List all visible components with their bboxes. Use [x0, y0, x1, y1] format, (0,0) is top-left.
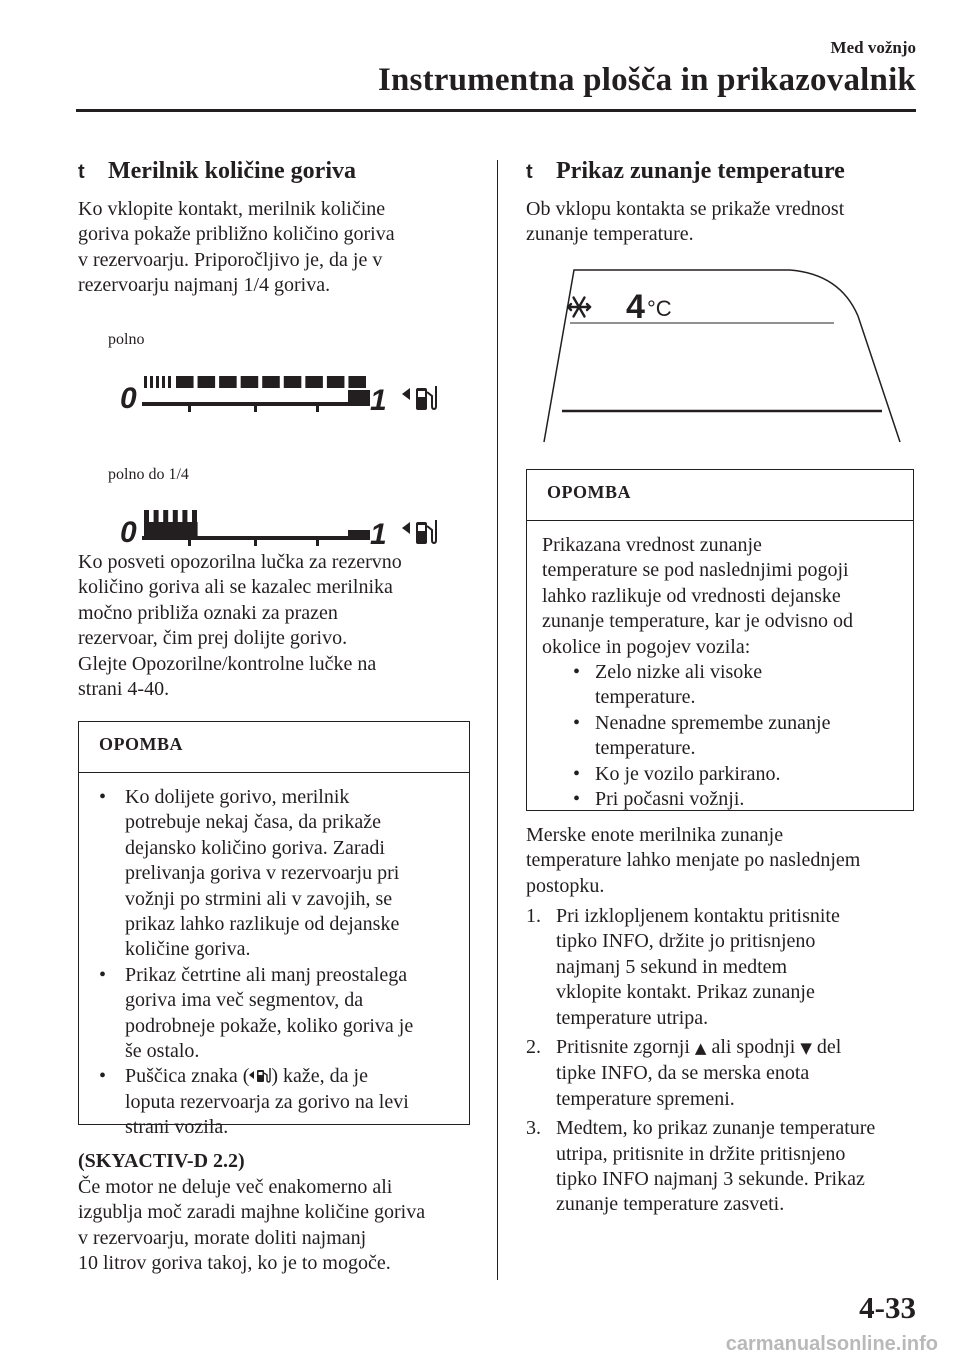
list-item: [573, 787, 913, 812]
display-frame: [544, 270, 900, 442]
gauge-full-segment: [348, 530, 370, 538]
gauge-segment: [168, 376, 171, 388]
temperature-heading-text: Prikaz zunanje temperature: [556, 158, 845, 184]
text-line: dejansko količino goriva. Zaradi: [125, 836, 385, 859]
gauge-segment: [198, 376, 216, 388]
skyactiv-subhead: (SKYACTIV-D 2.2): [78, 1150, 245, 1172]
gauge-segment: [192, 510, 197, 522]
text-line: tipke INFO, da se merska enota: [556, 1062, 810, 1085]
text-line: količino goriva ali se kazalec merilnika: [78, 576, 393, 599]
gauge-segment: [144, 376, 147, 388]
down-arrow-icon: ▼: [800, 1039, 812, 1058]
gauge-tick: [254, 406, 257, 412]
text-line: temperature se pod naslednjimi pogoji: [542, 559, 849, 582]
list-item: [99, 1064, 469, 1140]
bullet: •: [99, 1065, 107, 1088]
unit-change-steps: [526, 904, 926, 1222]
text-line: Če motor ne deluje več enakomerno ali: [78, 1176, 393, 1198]
text-line: prikaz lahko razlikuje od dejanske: [125, 913, 400, 936]
text-line: Medtem, ko prikaz zunanje temperature: [556, 1117, 876, 1140]
fuel-gauge-heading: [78, 158, 356, 185]
gauge-segments: [144, 510, 198, 536]
text-line: vožnji po strmini ali v zavojih, se: [125, 887, 393, 910]
snowflake-icon: [568, 298, 590, 317]
gauge-segment: [284, 376, 302, 388]
gauge-full-mark: 1: [370, 384, 387, 417]
text-line: lahko razlikuje od vrednosti dejanske: [542, 584, 841, 607]
fuel-gauge-intro: [78, 197, 478, 299]
text-line: strani 4-40.: [78, 678, 170, 701]
gauge-segment: [305, 376, 323, 388]
skyactiv-text: [78, 1175, 488, 1277]
gauge-baseline: [142, 536, 370, 540]
text-line: količine goriva.: [125, 938, 251, 961]
text-line: še ostalo.: [125, 1040, 200, 1063]
text-line: 10 litrov goriva takoj, ko je to mogoče.: [78, 1252, 391, 1275]
bullet: •: [573, 661, 581, 684]
gauge-empty-mark: 0: [120, 382, 137, 415]
note-title: OPOMBA: [99, 734, 183, 754]
gauge-tick: [316, 406, 319, 412]
gauge-segment: [150, 376, 153, 388]
temperature-value: 4: [626, 288, 645, 326]
outside-temperature-display: [540, 266, 904, 446]
page-number: 4-33: [859, 1290, 916, 1325]
gauge-segment: [348, 376, 366, 388]
text-fragment: ) kaže, da je: [271, 1065, 368, 1088]
text-line: strani vozila.: [125, 1116, 229, 1139]
text-line: zunanje temperature zasveti.: [556, 1193, 785, 1216]
gauge-segment: [144, 522, 198, 536]
watermark: carmanualsonline.info: [725, 1333, 938, 1355]
text-line: vklopite kontakt. Prikaz zunanje: [556, 981, 815, 1004]
temperature-note-box: [526, 469, 914, 811]
gauge-segment: [156, 376, 159, 388]
text-line: rezervoar, čim prej dolijte gorivo.: [78, 627, 348, 650]
text-line: tipko INFO najmanj 3 sekunde. Prikaz: [556, 1168, 865, 1191]
header-rule: [76, 109, 916, 112]
up-arrow-icon: ▲: [694, 1039, 707, 1058]
gauge-tick: [188, 540, 191, 546]
gauge-segment: [176, 376, 194, 388]
text-line: loputa rezervoarja za gorivo na levi: [125, 1090, 409, 1113]
text-line: Glejte Opozorilne/kontrolne lučke na: [78, 652, 377, 675]
temperature-intro: [526, 197, 926, 248]
text-line: utripa, pritisnite in držite pritisnjeno: [556, 1142, 846, 1165]
temperature-unit: °C: [647, 296, 672, 321]
gauge-tick: [254, 540, 257, 546]
text-fragment: ali spodnji: [711, 1036, 796, 1059]
text-line: Ko je vozilo parkirano.: [595, 762, 781, 785]
temperature-heading: [526, 158, 845, 185]
text-line: močno približa oznaki za prazen: [78, 601, 338, 624]
fuel-gauge-heading-text: Merilnik količine goriva: [108, 158, 356, 184]
running-header-section: Med vožnjo: [830, 38, 916, 57]
gauge-segment: [163, 510, 168, 522]
text-line: Pri počasni vožnji.: [595, 788, 745, 811]
text-line: Ob vklopu kontakta se prikaže vrednost: [526, 198, 845, 220]
fuel-pump-icon: [402, 386, 436, 410]
step-item: [526, 1116, 926, 1218]
bullet: •: [99, 786, 107, 808]
text-line: podrobneje pokaže, koliko goriva je: [125, 1014, 414, 1037]
text-line: temperature spremeni.: [556, 1087, 735, 1110]
text-line: zunanje temperature.: [526, 223, 694, 246]
gauge-segment: [241, 376, 259, 388]
step-number: 3.: [526, 1117, 541, 1140]
gauge-segment: [348, 390, 370, 404]
list-item: [573, 660, 913, 711]
section-bullet: t: [78, 161, 85, 183]
gauge-tick: [188, 406, 191, 412]
text-line: temperature lahko menjate po naslednjem: [526, 849, 861, 872]
gauge-empty-mark: 0: [120, 516, 137, 549]
text-line: Prikazana vrednost zunanje: [542, 534, 762, 556]
text-line: postopku.: [526, 874, 605, 897]
text-line: [125, 1064, 469, 1089]
text-line: Ko vklopite kontakt, merilnik količine: [78, 198, 386, 220]
section-bullet: t: [526, 161, 533, 183]
note-body: [527, 521, 913, 812]
bullet: •: [99, 963, 107, 986]
bullet: •: [573, 711, 581, 734]
text-line: temperature.: [595, 686, 696, 709]
text-fragment: del: [816, 1036, 842, 1059]
gauge-segment: [173, 510, 178, 522]
note-body: [79, 773, 469, 1141]
gauge-segment: [262, 376, 280, 388]
text-line: Ko dolijete gorivo, merilnik: [125, 786, 350, 808]
text-line: [556, 1035, 926, 1061]
fuel-gauge-quarter: [118, 506, 468, 554]
text-line: Ko posveti opozorilna lučka za rezervno: [78, 551, 402, 573]
bullet: •: [573, 788, 581, 811]
step-item: [526, 1035, 926, 1112]
gauge-quarter-label: polno do 1/4: [108, 466, 189, 483]
text-line: temperature.: [595, 737, 696, 760]
text-line: Zelo nizke ali visoke: [595, 661, 763, 684]
gauge-segment: [162, 376, 165, 388]
column-divider: [497, 160, 498, 1280]
text-line: prelivanja goriva v rezervoarju pri: [125, 862, 400, 885]
text-line: v rezervoarju. Priporočljivo je, da je v: [78, 248, 383, 271]
text-line: najmanj 5 sekund in medtem: [556, 955, 788, 978]
page-title: Instrumentna plošča in prikazovalnik: [377, 62, 916, 98]
text-line: rezervoarju najmanj 1/4 goriva.: [78, 274, 331, 297]
gauge-segment: [327, 376, 345, 388]
text-line: Prikaz četrtine ali manj preostalega: [125, 963, 408, 986]
text-line: v rezervoarju, morate doliti najmanj: [78, 1226, 367, 1249]
gauge-full-label: polno: [108, 331, 145, 348]
step-item: [526, 904, 926, 1031]
text-line: izgublja moč zaradi majhne količine goriva: [78, 1201, 426, 1224]
text-line: goriva pokaže približno količino goriva: [78, 223, 395, 246]
note-title: OPOMBA: [547, 482, 631, 502]
text-line: temperature utripa.: [556, 1006, 709, 1029]
fuel-note-box: [78, 721, 470, 1139]
list-item: [99, 785, 469, 963]
text-line: Pri izklopljenem kontaktu pritisnite: [556, 905, 840, 927]
gauge-segment: [154, 510, 159, 522]
gauge-baseline: [142, 402, 370, 406]
fuel-pump-icon: [249, 1066, 271, 1084]
gauge-segment: [219, 376, 237, 388]
text-line: Nenadne spremembe zunanje: [595, 711, 831, 734]
fuel-gauge-full: [118, 372, 468, 420]
list-item: [99, 963, 469, 1065]
gauge-full-mark: 1: [370, 518, 387, 551]
text-line: zunanje temperature, kar je odvisno od: [542, 610, 853, 633]
gauge-tick: [316, 540, 319, 546]
text-line: tipko INFO, držite jo pritisnjeno: [556, 930, 816, 953]
text-line: okolice in pogojev vozila:: [542, 635, 751, 658]
list-item: [573, 762, 913, 787]
fuel-warning-text: [78, 550, 478, 702]
list-item: [573, 711, 913, 762]
gauge-segments: [144, 376, 370, 404]
step-number: 1.: [526, 905, 541, 927]
text-line: potrebuje nekaj časa, da prikaže: [125, 811, 381, 834]
text-fragment: Puščica znaka (: [125, 1065, 250, 1088]
gauge-segment: [144, 510, 149, 522]
text-fragment: Pritisnite zgornji: [556, 1036, 690, 1059]
text-line: goriva ima več segmentov, da: [125, 989, 364, 1012]
step-number: 2.: [526, 1036, 541, 1059]
units-intro: [526, 823, 926, 899]
fuel-pump-icon: [402, 520, 436, 544]
bullet: •: [573, 762, 581, 785]
gauge-segment: [182, 510, 187, 522]
text-line: Merske enote merilnika zunanje: [526, 824, 784, 846]
